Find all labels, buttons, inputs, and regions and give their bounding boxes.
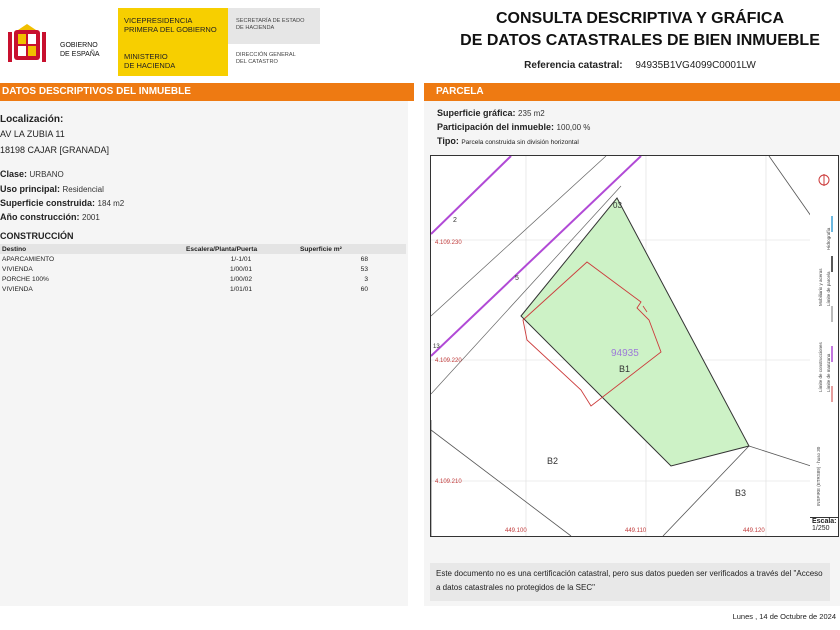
superficie-label: Superficie construida:: [0, 198, 96, 208]
cell-destino: APARCAMIENTO: [2, 255, 55, 263]
legend-note: INSPIRE (ETRS89) · huso 30: [816, 446, 821, 506]
legend-text: Hidrografía: [826, 227, 831, 250]
localizacion-label: Localización:: [0, 114, 64, 125]
label-b3: B3: [735, 488, 747, 498]
scale-value: 1/250: [812, 525, 830, 532]
legend-text: Límite de construcciones: [818, 342, 823, 392]
cadastral-map[interactable]: [430, 155, 812, 537]
legend-text: Límite de parcela: [826, 271, 831, 306]
ministerio-text: MINISTERIO: [124, 52, 168, 61]
vicepresidencia-text: VICEPRESIDENCIA: [124, 16, 193, 25]
tipo-value: Parcela construida sin división horizontal: [461, 139, 579, 146]
address-line-2: 18198 CAJAR [GRANADA]: [0, 145, 110, 155]
anio-label: Año construcción:: [0, 212, 80, 222]
gobierno-logo: [0, 8, 112, 74]
cell-destino: VIVIENDA: [2, 285, 33, 293]
gobierno-text: GOBIERNO DE ESPAÑA: [60, 42, 100, 58]
disclaimer-note: Este documento no es una certificación catastral, pero sus datos pueden ser verificados a través del "Acceso a datos catastrales no protegidos de la SEC": [430, 563, 830, 601]
table-row: [0, 274, 406, 284]
y-tick-label: 4.109.220: [435, 358, 462, 364]
label-b2: B2: [547, 456, 559, 466]
uso-label: Uso principal:: [0, 184, 61, 194]
street-mark: 13: [433, 344, 440, 350]
y-tick-label: 4.109.210: [435, 479, 462, 485]
section-bar-parcela: PARCELA: [424, 83, 840, 101]
label-03: 03: [613, 201, 622, 210]
ref-value: 94935B1VG4099C0001LW: [635, 60, 756, 71]
participacion-value: 100,00 %: [556, 123, 591, 132]
x-tick-label: 449.120: [743, 528, 765, 534]
label-b1: B1: [619, 364, 631, 374]
cell-esc: 1/01/01: [230, 285, 252, 293]
uso-value: Residencial: [62, 185, 104, 194]
scale-box: [810, 517, 839, 537]
cell-destino: PORCHE 100%: [2, 275, 49, 283]
vicepresidencia-text-2: PRIMERA DEL GOBIERNO: [124, 25, 217, 34]
ref-label: Referencia catastral:: [524, 60, 623, 71]
ministry-block: [118, 8, 228, 76]
col-destino: Destino: [0, 244, 184, 254]
tipo-label: Tipo:: [437, 136, 459, 146]
street-mark: 5: [515, 275, 519, 282]
document-date: Lunes , 14 de Octubre de 2024: [732, 612, 836, 621]
superficie-row: [0, 198, 124, 208]
cell-esc: 1/-1/01: [230, 255, 252, 263]
anio-row: [0, 212, 100, 222]
cell-sup: 68: [360, 255, 368, 263]
referencia-catastral: [430, 60, 840, 71]
table-row: [0, 284, 406, 294]
cell-sup: 53: [360, 265, 368, 273]
cell-destino: VIVIENDA: [2, 265, 33, 273]
sup-grafica-row: [437, 108, 545, 118]
page-title: CONSULTA DESCRIPTIVA Y GRÁFICA DE DATOS CATASTRALES DE BIEN INMUEBLE: [460, 10, 820, 49]
map-legend: [810, 155, 839, 519]
secretaria-text: SECRETARÍA DE ESTADO: [236, 18, 305, 24]
map-canvas: [431, 156, 811, 536]
legend-text: Límite de manzana: [826, 353, 831, 392]
cell-sup: 60: [360, 285, 368, 293]
x-tick-label: 449.110: [625, 528, 647, 534]
table-header-row: [0, 244, 406, 254]
ministerio-text-2: DE HACIENDA: [124, 61, 176, 70]
section-bar-datos: DATOS DESCRIPTIVOS DEL INMUEBLE: [0, 83, 414, 101]
legend-canvas: [810, 156, 838, 518]
participacion-row: [437, 122, 590, 132]
legend-text: Mobiliario y aceras: [818, 268, 823, 306]
construccion-table: [0, 244, 406, 294]
street-boundary: [431, 156, 511, 234]
sup-grafica-label: Superficie gráfica:: [437, 108, 516, 118]
cell-sup: 3: [364, 275, 368, 283]
y-tick-label: 4.109.230: [435, 240, 462, 246]
direccion-general-text: DIRECCIÓN GENERAL DEL CATASTRO: [236, 52, 296, 65]
parcel-id-label: 94935: [611, 348, 639, 359]
anio-value: 2001: [82, 213, 100, 222]
table-row: [0, 264, 406, 274]
cell-esc: 1/00/02: [230, 275, 252, 283]
uso-row: [0, 184, 104, 194]
superficie-value: 184 m2: [97, 199, 125, 208]
table-row: [0, 254, 406, 264]
cell-esc: 1/00/01: [230, 265, 252, 273]
participacion-label: Participación del inmueble:: [437, 122, 555, 132]
address-line-1: AV LA ZUBIA 11: [0, 129, 65, 139]
clase-value: URBANO: [29, 170, 64, 179]
col-escalera: Escalera/Planta/Puerta: [184, 244, 298, 254]
secretaria-text-2: DE HACIENDA: [236, 25, 275, 31]
secretaria-block: [228, 8, 320, 44]
parcel-line: [769, 156, 811, 216]
construccion-title: CONSTRUCCIÓN: [0, 231, 74, 241]
coat-of-arms-icon: [8, 24, 46, 70]
street-mark: 2: [453, 217, 457, 224]
parcel-line: [749, 446, 811, 466]
clase-row: [0, 169, 64, 179]
scale-label: Escala:: [812, 518, 837, 525]
col-superficie: Superficie m²: [298, 244, 406, 254]
tipo-row: [437, 136, 579, 146]
sup-grafica-value: 235 m2: [518, 109, 545, 118]
x-tick-label: 449.100: [505, 528, 527, 534]
clase-label: Clase:: [0, 169, 28, 179]
